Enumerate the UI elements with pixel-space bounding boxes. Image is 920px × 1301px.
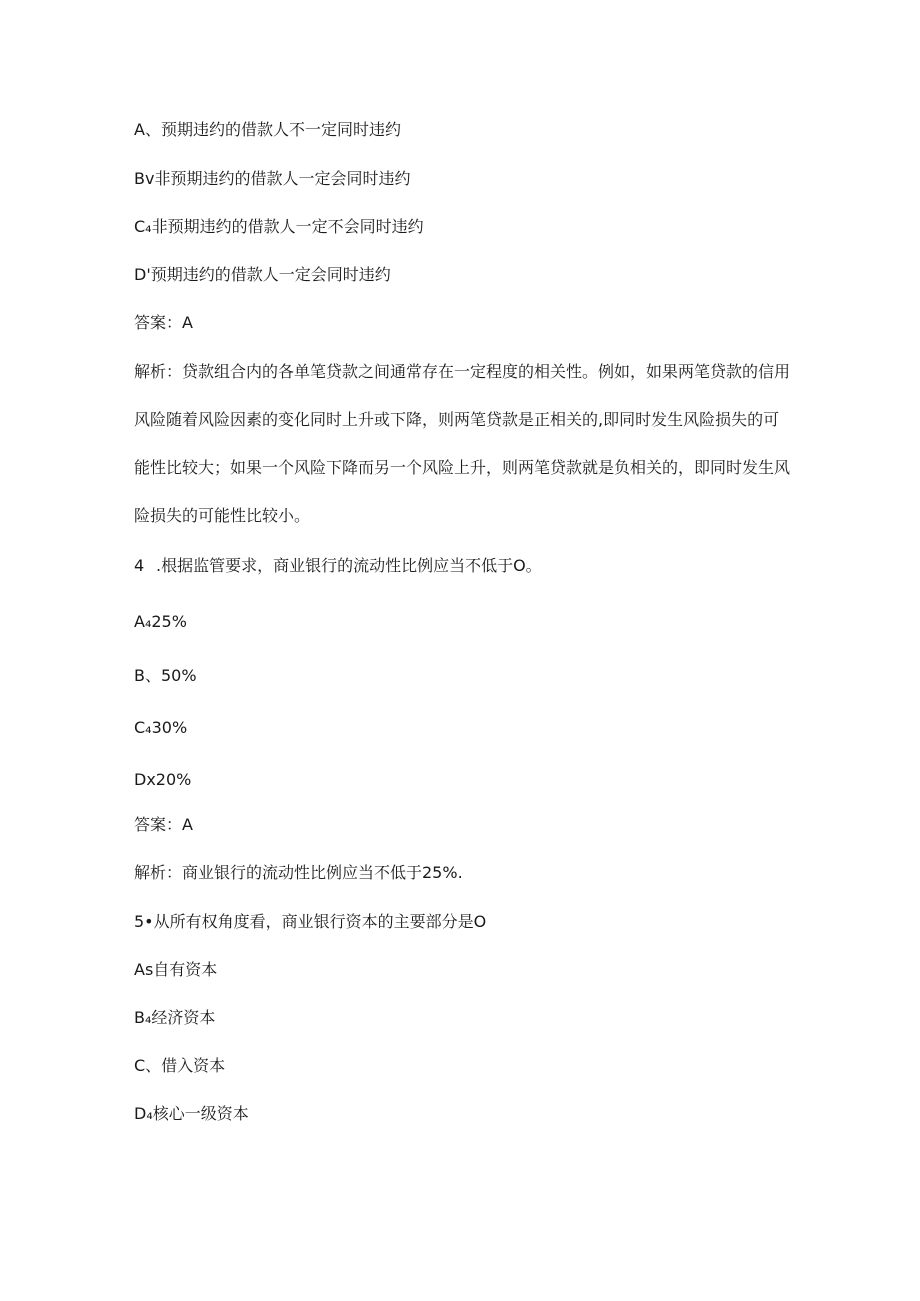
q4-stem: [134, 556, 542, 576]
q4-stem-text: .根据监管要求，商业银行的流动性比例应当不低于O。: [156, 556, 542, 575]
q4-option-a: A₄25%: [134, 612, 187, 631]
q5-option-d: D₄核心一级资本: [134, 1104, 249, 1123]
q5-stem: 5•从所有权角度看，商业银行资本的主要部分是O: [134, 912, 487, 931]
q3-option-b: Bv非预期违约的借款人一定会同时违约: [134, 169, 411, 188]
q3-analysis: 解析：贷款组合内的各单笔贷款之间通常存在一定程度的相关性。例如，如果两笔贷款的信用风险随着风险因素的变化同时上升或下降，则两笔贷款是正相关的,即同时发生风险损失的可能性比较大；如果一个风险下降而另一个风险上升，则两笔贷款就是负相关的，即同时发生风险损失的可能性比较小。: [134, 362, 791, 525]
q4-option-d: Dx20%: [134, 770, 192, 789]
q3-option-c: C₄非预期违约的借款人一定不会同时违约: [134, 217, 424, 236]
q3-answer: 答案：A: [134, 313, 193, 332]
q4-option-b: B、50%: [134, 666, 197, 685]
q4-analysis: 解析：商业银行的流动性比例应当不低于25%.: [134, 863, 463, 882]
q3-option-d: D'预期违约的借款人一定会同时违约: [134, 265, 391, 284]
q3-option-a: A、预期违约的借款人不一定同时违约: [134, 120, 401, 139]
q4-number: 4: [134, 556, 145, 575]
q5-option-c: C、借入资本: [134, 1056, 226, 1075]
q5-option-a: As自有资本: [134, 960, 218, 979]
q4-option-c: C₄30%: [134, 718, 188, 737]
q4-answer: 答案：A: [134, 815, 193, 834]
q5-option-b: B₄经济资本: [134, 1008, 216, 1027]
